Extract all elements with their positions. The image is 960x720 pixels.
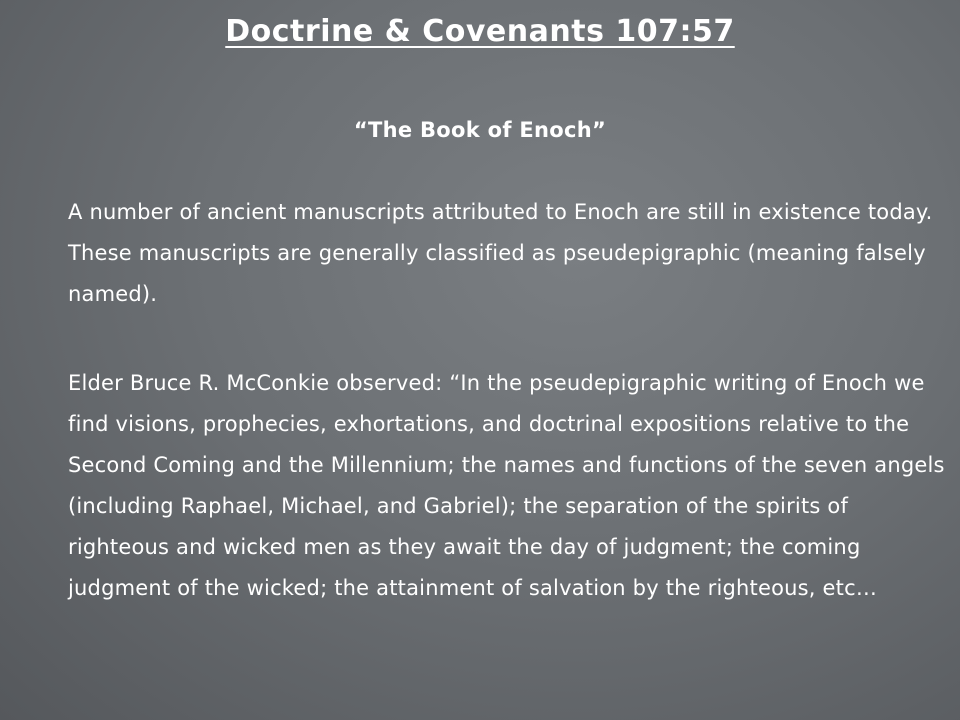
paragraph-manuscripts: A number of ancient manuscripts attributed to Enoch are still in existence today. These manuscripts are generally classified as pseudepigraphic (meaning falsely named). [68,200,933,306]
slide-subtitle: “The Book of Enoch” [353,118,607,142]
paragraph-mcconkie-quote: Elder Bruce R. McConkie observed: “In the pseudepigraphic writing of Enoch we find visions, prophecies, exhortations, and doctrinal expositions relative to the Second Coming and the Millennium; the names and functions of the seven angels (including Raphael, Michael, and Gabriel); the separation of the spirits of righteous and wicked men as they await the day of judgment; the coming judgment of the wicked; the attainment of salvation by the righteous, etc… [68,371,945,600]
slide-title: Doctrine & Covenants 107:57 [225,14,735,49]
